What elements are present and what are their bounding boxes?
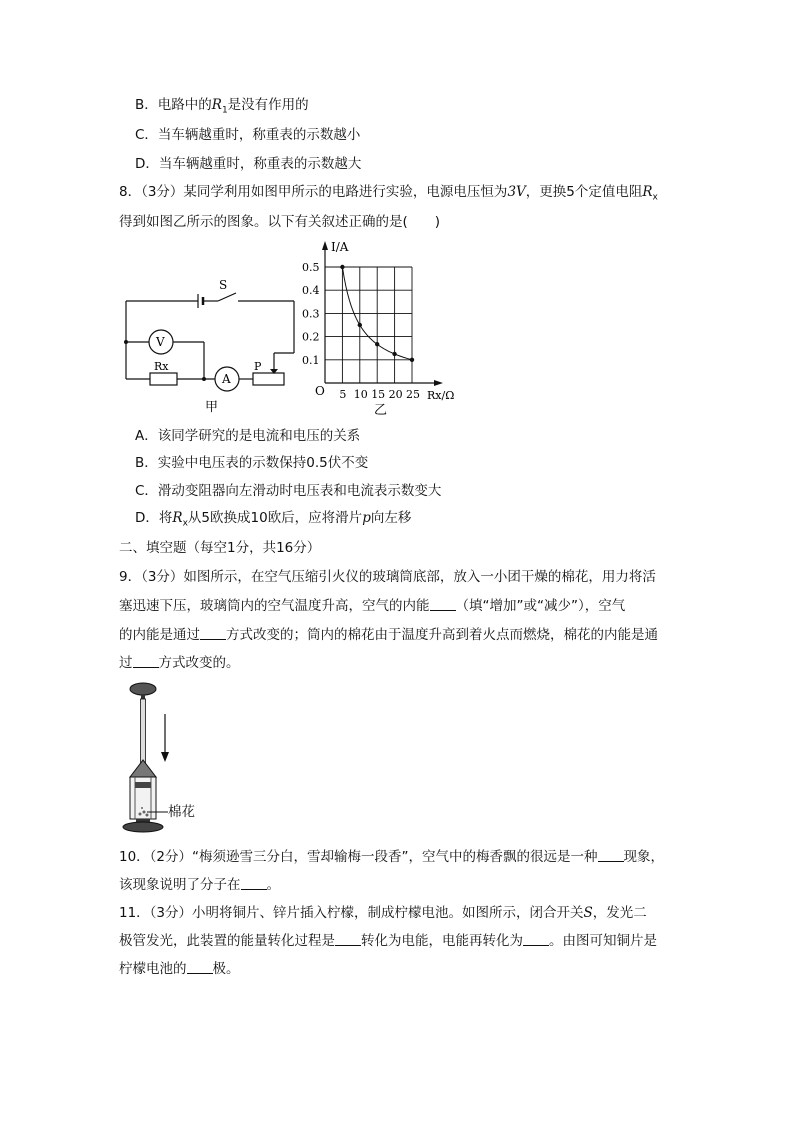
x-tick-label: 25 bbox=[406, 388, 420, 401]
q9-line1: 9．（3分）如图所示，在空气压缩引火仪的玻璃筒底部，放入一小团干燥的棉花，用力将活 bbox=[119, 569, 656, 585]
voltmeter-label: V bbox=[156, 335, 165, 349]
section-heading: 二、填空题（每空1分，共16分） bbox=[119, 540, 321, 556]
answer-blank[interactable] bbox=[523, 932, 549, 946]
q7-option-c: C．当车辆越重时，称重表的示数越小 bbox=[135, 127, 361, 143]
circuit-diagram bbox=[118, 278, 298, 418]
data-point bbox=[392, 352, 396, 356]
q8-option-c: C．滑动变阻器向左滑动时电压表和电流表示数变大 bbox=[135, 483, 442, 499]
q7-option-b: B．电路中的$R_1$是没有作用的 bbox=[135, 97, 309, 116]
data-point bbox=[340, 265, 344, 269]
q9-line3: 的内能是通过 方式改变的；筒内的棉花由于温度升高到着火点而燃烧，棉花的内能是通 bbox=[119, 627, 658, 643]
origin-label: O bbox=[315, 384, 325, 398]
q10-line2: 该现象说明了分子在 。 bbox=[119, 877, 280, 893]
y-tick-label: 0.2 bbox=[302, 330, 320, 344]
q11-line2: 极管发光，此装置的能量转化过程是 转化为电能，电能再转化为 。由图可知铜片是 bbox=[119, 933, 657, 949]
q8-stem-line1: 8．（3分）某同学利用如图甲所示的电路进行实验，电源电压恒为3V，更换5个定值电阻$R_x$ bbox=[119, 184, 658, 203]
answer-blank[interactable] bbox=[335, 932, 361, 946]
x-axis-label: Rx/Ω bbox=[427, 389, 455, 402]
answer-blank[interactable] bbox=[430, 597, 456, 611]
graph-caption: 乙 bbox=[374, 403, 388, 418]
x-axis-arrow bbox=[434, 380, 443, 386]
y-axis-label: I/A bbox=[331, 240, 349, 254]
rheostat bbox=[253, 373, 284, 385]
y-tick-label: 0.1 bbox=[302, 353, 320, 367]
answer-blank[interactable] bbox=[598, 848, 624, 862]
q11-line1: 11．（3分）小明将铜片、锌片插入柠檬，制成柠檬电池。如图所示，闭合开关S，发光二 bbox=[119, 905, 647, 921]
answer-blank[interactable] bbox=[187, 960, 213, 974]
y-tick-label: 0.5 bbox=[302, 261, 320, 274]
q8-option-b: B．实验中电压表的示数保持0.5伏不变 bbox=[135, 455, 369, 471]
current-resistance-graph bbox=[298, 238, 468, 420]
y-tick-label: 0.4 bbox=[302, 284, 320, 298]
q11-line3: 柠檬电池的 极。 bbox=[119, 961, 240, 977]
answer-blank[interactable] bbox=[241, 876, 267, 890]
q9-line2: 塞迅速下压，玻璃筒内的空气温度升高，空气的内能 （填“增加”或“减少”），空气 bbox=[119, 598, 626, 614]
x-tick-label: 15 bbox=[371, 388, 386, 401]
switch-label: S bbox=[219, 278, 228, 292]
data-point bbox=[410, 358, 414, 362]
x-tick-label: 10 bbox=[353, 388, 368, 401]
data-point bbox=[358, 323, 362, 327]
resistor-rx bbox=[150, 373, 177, 385]
q8-option-d: D．将$R_x$从5欧换成10欧后，应将滑片p向左移 bbox=[135, 510, 412, 529]
x-tick-label: 5 bbox=[339, 388, 347, 401]
circuit-caption: 甲 bbox=[205, 400, 219, 415]
q9-line4: 过 方式改变的。 bbox=[119, 655, 240, 671]
data-point bbox=[375, 342, 379, 346]
y-tick-label: 0.3 bbox=[302, 307, 320, 321]
q8-stem-line2: 得到如图乙所示的图象。以下有关叙述正确的是( ) bbox=[119, 214, 441, 230]
answer-blank[interactable] bbox=[133, 654, 159, 668]
ammeter-label: A bbox=[222, 372, 231, 386]
q8-option-a: A．该同学研究的是电流和电压的关系 bbox=[135, 428, 361, 444]
q7-option-d: D．当车辆越重时，称重表的示数越大 bbox=[135, 156, 362, 172]
y-axis-arrow bbox=[322, 241, 328, 250]
resistor-label: Rx bbox=[154, 360, 169, 373]
q10-line1: 10．（2分）“梅须逊雪三分白，雪却输梅一段香”，空气中的梅香飘的很远是一种 现象， bbox=[119, 849, 665, 865]
answer-blank[interactable] bbox=[200, 626, 226, 640]
x-tick-label: 20 bbox=[388, 388, 403, 401]
slider-label: P bbox=[254, 360, 262, 373]
cotton-label: 棉花 bbox=[168, 804, 195, 820]
